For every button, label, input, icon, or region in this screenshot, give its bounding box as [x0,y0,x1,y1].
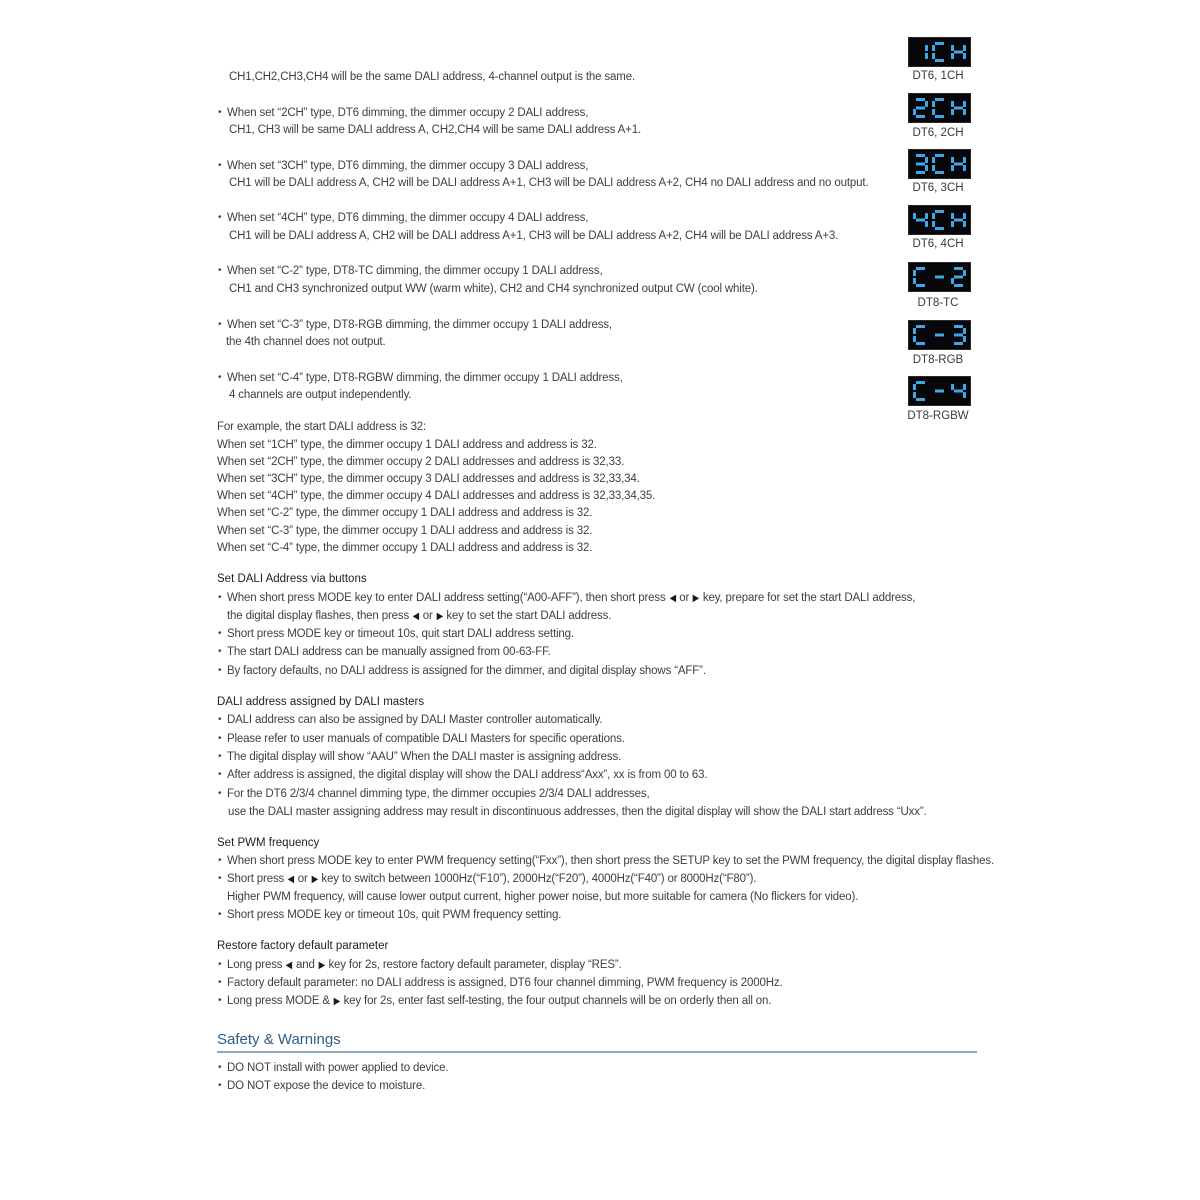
display-segment [935,276,944,279]
display-segment [916,107,925,110]
display-image-1ch [908,37,971,67]
display-segment [954,51,963,54]
pwm-b2-text-a: Short press [227,873,285,885]
display-segment [916,115,925,118]
pwm-bullet-3: • Short press MODE key or timeout 10s, quit PWM frequency setting. [227,908,561,922]
restore-b3-text-a: Long press MODE & [227,995,330,1007]
masters-bullet-2: • Please refer to user manuals of compatible DALI Masters for specific operations. [227,732,625,746]
safety-divider [217,1051,977,1053]
display-segment [916,267,925,270]
display-image-c4 [908,376,971,406]
pwm-b2-text-b: key to switch between 1000Hz(“F10”), 2000Hz(“F20”), 4000Hz(“F40”) or 8000Hz(“F80”). [321,873,757,885]
display-segment [963,213,966,219]
type-c2-line1: • When set “C-2” type, DT8-TC dimming, the dimmer occupy 1 DALI address, [227,264,603,278]
display-segment [954,325,963,328]
display-segment [913,278,916,284]
display-segment [916,342,925,345]
display-caption: DT6, 3CH [912,182,964,194]
restore-b1-text-a: Long press [227,959,283,971]
display-segment [913,336,916,342]
safety-bullet-2: • DO NOT expose the device to moisture. [227,1079,425,1093]
right-triangle-icon: ▶ [436,611,443,622]
display-segment [963,53,966,59]
display-segment [951,384,954,390]
display-segment [932,165,935,171]
type-2ch-line2: CH1, CH3 will be same DALI address A, CH2,CH4 will be same DALI address A+1. [229,124,642,136]
display-segment [925,53,928,59]
restore-b3-text-b: key for 2s, enter fast self-testing, the four output channels will be on orderly then all on. [343,995,772,1007]
display-segment [913,384,916,390]
pwm-bullet-2-cont: Higher PWM frequency, will cause lower output current, higher power noise, but more suitable for camera (No flickers for video). [227,891,859,903]
display-segment [925,101,928,107]
display-segment [963,392,966,398]
display-segment [925,45,928,51]
display-image-2ch [908,93,971,123]
masters-bullet-5-cont: use the DALI master assigning address may result in discontinuous addresses, then the digital display will show the DALI start address “Uxx”. [228,806,927,818]
display-segment [954,276,963,279]
restore-bullet-1 [227,958,622,973]
seven-segment-display [909,206,970,234]
right-triangle-icon: ▶ [318,960,325,971]
display-image-3ch [908,149,971,179]
display-segment [913,328,916,334]
seven-segment-display [909,263,970,291]
display-segment [916,219,925,222]
seven-segment-display [909,94,970,122]
type-c3-line1: • When set “C-3” type, DT8-RGB dimming, the dimmer occupy 1 DALI address, [227,318,612,332]
right-triangle-icon: ▶ [333,996,340,1007]
display-segment [951,109,954,115]
display-segment [951,157,954,163]
seven-segment-display [909,377,970,405]
pwm-bullet-1: • When short press MODE key to enter PWM frequency setting(“Fxx”), then short press the SETUP key to set the PWM frequency, the digital display flashes. [227,854,994,868]
display-segment [951,165,954,171]
display-segment [954,107,963,110]
display-segment [935,210,944,213]
type-c4-line2: 4 channels are output independently. [229,389,412,401]
display-segment [935,115,944,118]
example-line: When set “4CH” type, the dimmer occupy 4 DALI addresses and address is 32,33,34,35. [217,490,656,502]
display-segment [954,219,963,222]
buttons-bullet-2: • Short press MODE key or timeout 10s, quit start DALI address setting. [227,627,574,641]
display-segment [932,53,935,59]
display-segment [913,213,916,219]
display-segment [954,342,963,345]
masters-bullet-4: • After address is assigned, the digital display will show the DALI address“Axx”, xx is from 00 to 63. [227,768,707,782]
buttons-bullet-4: • By factory defaults, no DALI address is assigned for the dimmer, and digital display shows “AFF”. [227,664,706,678]
type-4ch-line2: CH1 will be DALI address A, CH2 will be DALI address A+1, CH3 will be DALI address A+2, CH4 will be DALI address A+3. [229,230,839,242]
display-segment [932,109,935,115]
display-segment [913,109,916,115]
display-image-c3 [908,320,971,350]
masters-bullet-5: • For the DT6 2/3/4 channel dimming type, the dimmer occupies 2/3/4 DALI addresses, [227,787,650,801]
or-word: or [297,873,308,885]
seven-segment-display [909,321,970,349]
display-segment [932,101,935,107]
left-triangle-icon: ◀ [412,611,420,622]
display-segment [951,213,954,219]
display-segment [951,101,954,107]
display-segment [954,267,963,270]
or-word: or [679,592,690,604]
restore-bullet-3 [227,994,771,1009]
display-segment [925,157,928,163]
display-segment [925,213,928,219]
display-segment [963,165,966,171]
display-segment [963,109,966,115]
example-line: When set “2CH” type, the dimmer occupy 2 DALI addresses and address is 32,33. [217,456,625,468]
display-segment [916,381,925,384]
display-segment [935,59,944,62]
display-segment [932,213,935,219]
display-segment [916,98,925,101]
type-3ch-line2: CH1 will be DALI address A, CH2 will be DALI address A+1, CH3 will be DALI address A+2, CH4 no DALI address and no output. [229,177,869,189]
display-segment [916,171,925,174]
type-4ch-line1: • When set “4CH” type, DT6 dimming, the dimmer occupy 4 DALI address, [227,211,588,225]
display-segment [951,221,954,227]
display-segment [963,101,966,107]
display-caption: DT6, 4CH [912,238,964,250]
safety-heading: Safety & Warnings [217,1031,341,1048]
restore-section-title: Restore factory default parameter [217,940,389,952]
display-segment [935,227,944,230]
display-segment [916,163,925,166]
type-c3-line2: the 4th channel does not output. [226,336,386,348]
display-segment [963,45,966,51]
pwm-section-title: Set PWM frequency [217,837,320,849]
display-segment [932,157,935,163]
display-segment [954,390,963,393]
display-segment [963,336,966,342]
display-segment [913,270,916,276]
display-segment [954,163,963,166]
display-segment [951,278,954,284]
display-segment [951,45,954,51]
or-word: or [422,610,433,622]
display-segment [954,334,963,337]
display-segment [963,157,966,163]
display-segment [932,221,935,227]
restore-b1-text-b: key for 2s, restore factory default parameter, display “RES”. [328,959,622,971]
display-segment [935,390,944,393]
buttons-bullet-3: • The start DALI address can be manually assigned from 00-63-FF. [227,645,551,659]
right-triangle-icon: ▶ [311,874,318,885]
display-segment [963,328,966,334]
display-segment [935,171,944,174]
display-segment [932,45,935,51]
display-caption: DT6, 2CH [912,127,964,139]
display-segment [963,270,966,276]
restore-bullet-2: • Factory default parameter: no DALI address is assigned, DT6 four channel dimming, PWM frequency is 2000Hz. [227,976,783,990]
example-line: For example, the start DALI address is 32: [217,421,427,433]
seven-segment-display [909,38,970,66]
type-c4-line1: • When set “C-4” type, DT8-RGBW dimming, the dimmer occupy 1 DALI address, [227,371,623,385]
right-triangle-icon: ▶ [692,593,700,604]
seven-segment-display [909,150,970,178]
type-intro-line: CH1,CH2,CH3,CH4 will be the same DALI address, 4-channel output is the same. [229,71,635,83]
masters-bullet-1: • DALI address can also be assigned by DALI Master controller automatically. [227,713,602,727]
display-segment [925,165,928,171]
display-segment [916,284,925,287]
safety-bullet-1: • DO NOT install with power applied to device. [227,1061,448,1075]
and-word: and [296,959,315,971]
masters-section-title: DALI address assigned by DALI masters [217,696,425,708]
display-segment [916,154,925,157]
display-segment [963,221,966,227]
buttons-b1-text-a: When short press MODE key to enter DALI address setting(“A00-AFF”), then short press [227,592,666,604]
buttons-b1-text-b: key, prepare for set the start DALI address, [702,592,916,604]
buttons-bullet-1-cont [227,609,611,624]
display-segment [925,221,928,227]
display-segment [935,42,944,45]
buttons-b1-text-d: key to set the start DALI address. [446,610,612,622]
buttons-section-title: Set DALI Address via buttons [217,573,367,585]
display-segment [913,392,916,398]
example-line: When set “C-4” type, the dimmer occupy 1 DALI address and address is 32. [217,542,593,554]
display-segment [963,384,966,390]
left-triangle-icon: ◀ [287,874,295,885]
display-segment [951,53,954,59]
display-segment [954,284,963,287]
display-segment [916,398,925,401]
type-3ch-line1: • When set “3CH” type, DT6 dimming, the dimmer occupy 3 DALI address, [227,159,588,173]
display-segment [935,98,944,101]
example-line: When set “3CH” type, the dimmer occupy 3 DALI addresses and address is 32,33,34. [217,473,640,485]
left-triangle-icon: ◀ [286,960,293,971]
example-line: When set “1CH” type, the dimmer occupy 1 DALI address and address is 32. [217,439,597,451]
display-caption: DT8-RGB [912,354,964,366]
display-caption: DT8-RGBW [907,410,969,422]
buttons-b1-text-c: the digital display flashes, then press [227,610,410,622]
display-segment [935,154,944,157]
buttons-bullet-1 [227,591,915,606]
left-triangle-icon: ◀ [669,593,676,604]
display-image-4ch [908,205,971,235]
display-caption: DT6, 1CH [912,70,964,82]
type-2ch-line1: • When set “2CH” type, DT6 dimming, the dimmer occupy 2 DALI address, [227,106,588,120]
display-segment [916,325,925,328]
display-segment [935,334,944,337]
display-caption: DT8-TC [917,297,959,309]
example-line: When set “C-3” type, the dimmer occupy 1 DALI address and address is 32. [217,525,593,537]
display-image-c2 [908,262,971,292]
pwm-bullet-2 [227,872,756,887]
masters-bullet-3: • The digital display will show “AAU” When the DALI master is assigning address. [227,750,621,764]
type-c2-line2: CH1 and CH3 synchronized output WW (warm white), CH2 and CH4 synchronized output CW (cool white). [229,283,758,295]
example-line: When set “C-2” type, the dimmer occupy 1 DALI address and address is 32. [217,507,593,519]
